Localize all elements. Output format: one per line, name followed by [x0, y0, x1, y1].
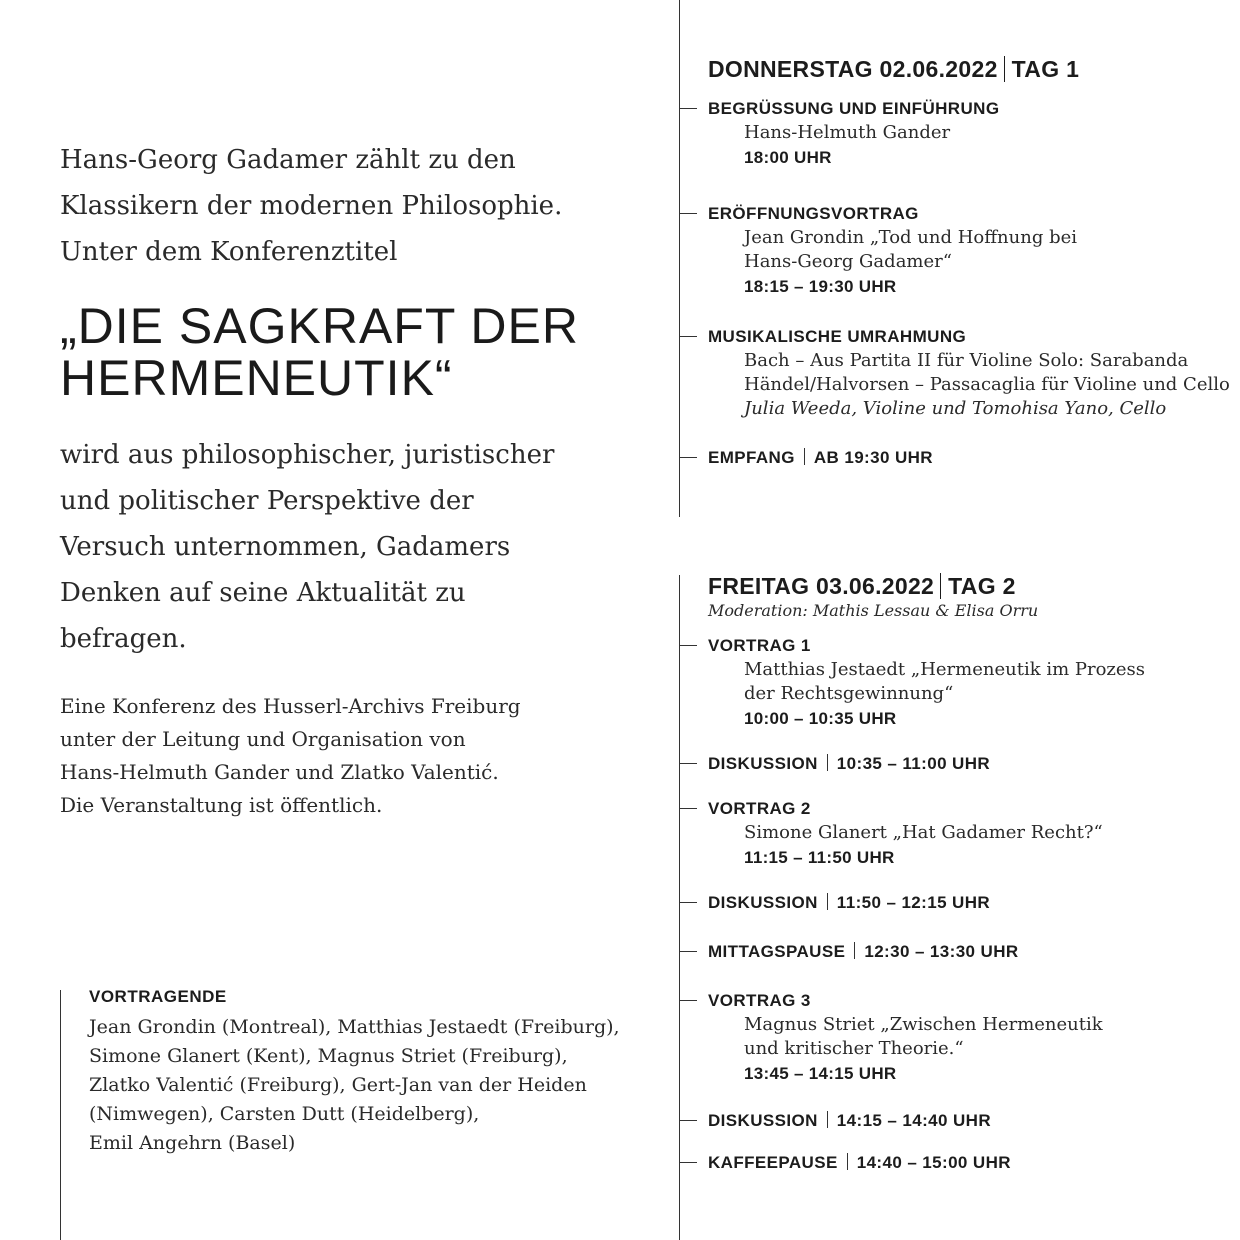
intro-line: Hans-Georg Gadamer zählt zu den — [60, 145, 516, 175]
timeline-tick — [680, 763, 697, 764]
speakers-line: Simone Glanert (Kent), Magnus Striet (Freiburg), — [89, 1045, 568, 1067]
organization-info — [60, 690, 620, 822]
day2-timeline-rule — [679, 575, 680, 1240]
schedule-item-description — [708, 121, 1228, 145]
schedule-item-description — [708, 1013, 1228, 1061]
schedule-item-line: der Rechtsgewinnung“ — [744, 683, 954, 704]
schedule-item-line: Simone Glanert „Hat Gadamer Recht?“ — [744, 822, 1103, 843]
schedule-item-label: EMPFANG — [708, 448, 795, 467]
timeline-tick — [680, 457, 697, 458]
speakers-line: Emil Angehrn (Basel) — [89, 1132, 296, 1154]
organization-line: Die Veranstaltung ist öffentlich. — [60, 793, 383, 817]
intro-line: und politischer Perspektive der — [60, 486, 474, 516]
timeline-tick — [680, 645, 697, 646]
intro-line: wird aus philosophischer, juristischer — [60, 440, 555, 470]
schedule-item-line: Hans-Georg Gadamer“ — [744, 251, 952, 272]
schedule-item-time: 11:50 – 12:15 UHR — [836, 893, 991, 912]
organization-line: unter der Leitung und Organisation von — [60, 727, 466, 751]
intro-line: befragen. — [60, 624, 187, 654]
schedule-item-line: Bach – Aus Partita II für Violine Solo: Sarabanda — [744, 350, 1189, 371]
day1-tag: TAG 1 — [1011, 56, 1080, 82]
title-separator — [854, 942, 855, 959]
schedule-item — [708, 797, 1228, 871]
organization-line: Hans-Helmuth Gander und Zlatko Valentić. — [60, 760, 499, 784]
speakers-label: VORTRAGENDE — [89, 987, 227, 1006]
schedule-item-description — [708, 226, 1228, 274]
schedule-item-description — [708, 349, 1228, 421]
schedule-item-label: KAFFEEPAUSE — [708, 1153, 838, 1172]
day1-date: DONNERSTAG 02.06.2022 — [708, 56, 998, 82]
schedule-item — [708, 752, 1228, 776]
schedule-item-description — [708, 821, 1228, 845]
day1-timeline-rule — [679, 0, 680, 517]
organization-line: Eine Konferenz des Husserl-Archivs Freiburg — [60, 694, 521, 718]
schedule-item-title: MUSIKALISCHE UMRAHMUNG — [708, 327, 967, 346]
title-separator — [827, 893, 828, 910]
schedule-item-title: VORTRAG 3 — [708, 991, 811, 1010]
schedule-item-title — [708, 891, 1228, 915]
schedule-item — [708, 202, 1228, 300]
schedule-item-time: 11:15 – 11:50 UHR — [744, 848, 895, 867]
performers-line: Julia Weeda, Violine und Tomohisa Yano, Cello — [744, 398, 1167, 419]
speakers-divider — [60, 990, 61, 1240]
schedule-item-title: VORTRAG 1 — [708, 636, 811, 655]
timeline-tick — [680, 902, 697, 903]
title-separator — [827, 754, 828, 771]
schedule-item-description — [708, 658, 1228, 706]
title-separator — [804, 448, 805, 465]
schedule-item-title: BEGRÜSSUNG UND EINFÜHRUNG — [708, 99, 1000, 118]
schedule-item-time: 12:30 – 13:30 UHR — [864, 942, 1019, 961]
schedule-item-title — [708, 940, 1228, 964]
schedule-item-title — [708, 752, 1228, 776]
schedule-item-time: 18:15 – 19:30 UHR — [744, 277, 897, 296]
day2-tag: TAG 2 — [948, 573, 1016, 599]
speakers-section — [89, 985, 620, 1158]
timeline-tick — [680, 1162, 697, 1163]
schedule-item-line: Hans-Helmuth Gander — [744, 122, 951, 143]
schedule-item-title — [708, 1109, 1228, 1133]
conference-title-line: HERMENEUTIK“ — [60, 350, 453, 406]
schedule-item-title: VORTRAG 2 — [708, 799, 811, 818]
schedule-item-time: 10:00 – 10:35 UHR — [744, 709, 897, 728]
day1-heading — [708, 55, 1079, 83]
schedule-item — [708, 1109, 1228, 1133]
timeline-tick — [680, 108, 697, 109]
schedule-item-title — [708, 446, 1228, 470]
schedule-item-title: ERÖFFNUNGSVORTRAG — [708, 204, 919, 223]
schedule-item — [708, 446, 1228, 470]
schedule-item-label: DISKUSSION — [708, 754, 818, 773]
schedule-item-time: AB 19:30 UHR — [813, 448, 933, 467]
timeline-tick — [680, 213, 697, 214]
schedule-item-line: und kritischer Theorie.“ — [744, 1038, 964, 1059]
intro-continuation — [60, 432, 620, 662]
day1-heading-separator — [1004, 56, 1005, 82]
schedule-item-title — [708, 1151, 1228, 1175]
intro-text — [60, 137, 620, 275]
title-separator — [827, 1111, 828, 1128]
schedule-item — [708, 940, 1228, 964]
schedule-item — [708, 97, 1228, 171]
speakers-line: Jean Grondin (Montreal), Matthias Jestaedt (Freiburg), — [89, 1016, 620, 1038]
timeline-tick — [680, 808, 697, 809]
intro-line: Versuch unternommen, Gadamers — [60, 532, 511, 562]
schedule-item-label: DISKUSSION — [708, 1111, 818, 1130]
intro-line: Unter dem Konferenztitel — [60, 237, 398, 267]
day2-heading-separator — [940, 573, 941, 599]
day2-date: FREITAG 03.06.2022 — [708, 573, 935, 599]
timeline-tick — [680, 1000, 697, 1001]
intro-line: Klassikern der modernen Philosophie. — [60, 191, 563, 221]
schedule-item — [708, 634, 1228, 732]
schedule-item-time: 18:00 UHR — [744, 148, 832, 167]
schedule-item-time: 14:15 – 14:40 UHR — [836, 1111, 992, 1130]
day2-heading — [708, 572, 1016, 600]
schedule-item-line: Magnus Striet „Zwischen Hermeneutik — [744, 1014, 1103, 1035]
schedule-item — [708, 989, 1228, 1087]
schedule-item — [708, 325, 1228, 421]
timeline-tick — [680, 1120, 697, 1121]
schedule-item-line: Händel/Halvorsen – Passacaglia für Violine und Cello — [744, 374, 1230, 395]
moderation-note: Moderation: Mathis Lessau & Elisa Orru — [708, 601, 1039, 620]
timeline-tick — [680, 336, 697, 337]
title-separator — [847, 1153, 848, 1170]
timeline-tick — [680, 951, 697, 952]
schedule-item-line: Jean Grondin „Tod und Hoffnung bei — [744, 227, 1077, 248]
conference-title — [60, 300, 640, 404]
schedule-item-line: Matthias Jestaedt „Hermeneutik im Prozess — [744, 659, 1146, 680]
speakers-line: Zlatko Valentić (Freiburg), Gert-Jan van der Heiden — [89, 1074, 587, 1096]
schedule-item — [708, 891, 1228, 915]
schedule-item-time: 10:35 – 11:00 UHR — [836, 754, 991, 773]
schedule-item-time: 14:40 – 15:00 UHR — [856, 1153, 1011, 1172]
schedule-item-label: MITTAGSPAUSE — [708, 942, 846, 961]
schedule-item-label: DISKUSSION — [708, 893, 818, 912]
intro-line: Denken auf seine Aktualität zu — [60, 578, 466, 608]
schedule-item — [708, 1151, 1228, 1175]
speakers-line: (Nimwegen), Carsten Dutt (Heidelberg), — [89, 1103, 480, 1125]
conference-title-line: „DIE SAGKRAFT DER — [60, 298, 579, 354]
schedule-item-time: 13:45 – 14:15 UHR — [744, 1064, 897, 1083]
speakers-list — [89, 1013, 620, 1158]
